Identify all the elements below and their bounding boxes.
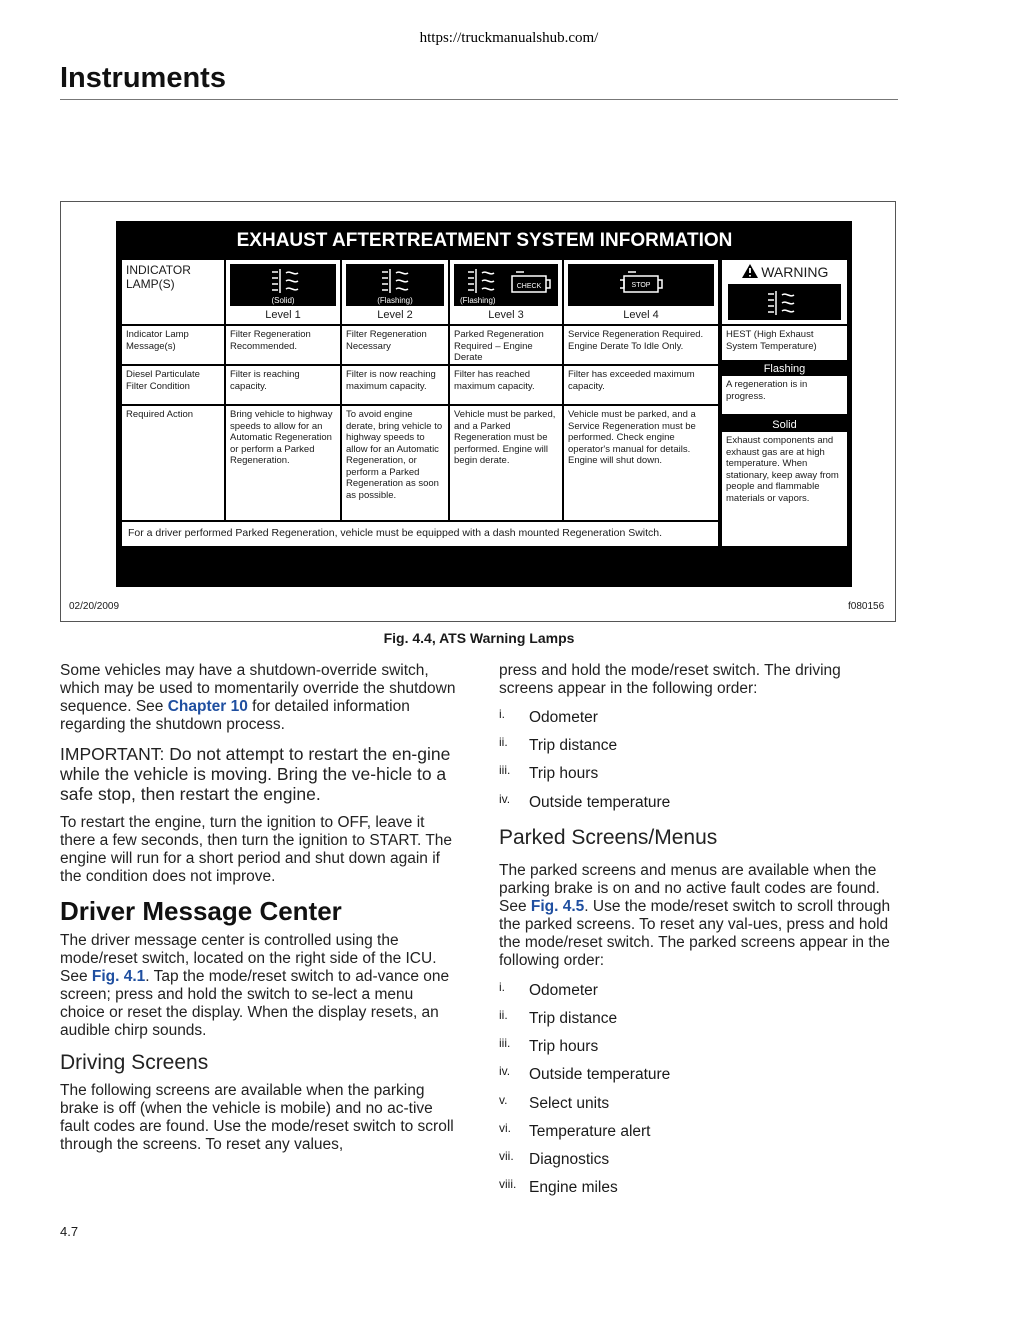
figure-footnote: For a driver performed Parked Regeneration, vehicle must be equipped with a dash mounted Regeneration Switch. [122,522,718,546]
warning-title [726,263,843,281]
check-badge: CHECK [516,283,542,290]
hest-icon [728,284,841,320]
important-note: IMPORTANT: Do not attempt to restart the en-gine while the vehicle is moving. Bring the ve-hicle to a safe stop, then restart the engine. [60,744,451,804]
dpf-lamp-level-3 [454,264,558,306]
stop-engine-icon [568,264,714,306]
dpf-and-check-engine-icon [454,264,558,298]
page-title: Instruments [60,62,226,94]
title-rule [60,99,898,100]
dpf-filter-icon [346,264,444,298]
cell-message-level-3: Parked Regeneration Required – Engine Derate [450,326,562,364]
right-column-intro [499,662,899,708]
cell-condition-level-3: Filter has reached maximum capacity. [450,366,562,404]
row-label-condition: Diesel Particulate Filter Condition [122,366,224,404]
hest-description: HEST (High Exhaust System Temperature) [722,326,847,360]
cell-action-level-2: To avoid engine derate, bring vehicle to highway speeds to allow for an Automatic Regeneration, or perform a Parked Regeneration as soon as possible. [342,406,448,520]
level-1-mode: (Solid) [271,296,295,305]
row-label-message: Indicator Lamp Message(s) [122,326,224,364]
cell-action-level-3: Vehicle must be parked, and a Parked Regeneration must be performed. Engine will begin derate. [450,406,562,520]
level-3-mode: (Flashing) [460,296,496,305]
indicator-lamps-label: INDICATOR LAMP(S) [122,260,224,324]
warning-label: WARNING [761,264,829,280]
driving-screens-paragraph: The following screens are available when the parking brake is off (when the vehicle is mobile) and no ac-tive fault codes are found. Use the mode/reset switch to scroll through the screens. To reset any values, [60,1082,454,1153]
restart-paragraph: To restart the engine, turn the ignition to OFF, leave it there a few seconds, then turn the ignition to START. The engine will run for a short period and shut down again if the condition does not improve. [60,814,453,885]
flashing-bar: Flashing [722,362,847,376]
figure-caption: Fig. 4.4, ATS Warning Lamps [383,630,575,646]
dpf-lamp-level-1 [230,264,336,306]
figure-code: f080156 [848,601,885,612]
solid-description: Exhaust components and exhaust gas are at high temperature. When stationary, keep away from people and flammable materials or vapors. [722,432,847,546]
cell-action-level-1: Bring vehicle to highway speeds to allow for an Automatic Regeneration or perform a Parked Regeneration. [226,406,340,520]
cell-action-level-4: Vehicle must be parked, and a Service Regeneration must be performed. Check engine operator's manual for details. Engine will shut down. [564,406,718,520]
row-label-action: Required Action [122,406,224,520]
stop-badge: STOP [631,282,651,289]
cell-condition-level-4: Filter has exceeded maximum capacity. [564,366,718,404]
ats-banner: EXHAUST AFTERTREATMENT SYSTEM INFORMATION [236,230,733,251]
solid-bar: Solid [722,418,847,432]
level-3-label: Level 3 [488,309,524,321]
dmc-paragraph: The driver message center is controlled using the mode/reset switch, located on the right side of the ICU. See Fig. 4.1. Tap the mode/reset switch to ad-vance one screen; press and hold the switch to se-lect a menu choice or reset the display. When the display resets, an audible chirp sounds. [60,932,450,1039]
source-url: https://truckmanualshub.com/ [419,30,599,46]
level-1-label: Level 1 [265,309,301,321]
dpf-filter-icon [230,264,336,298]
warning-header-cell [722,260,847,324]
left-column [60,662,462,1164]
dpf-lamp-level-2 [346,264,444,306]
cell-condition-level-1: Filter is reaching capacity. [226,366,340,404]
flashing-description: A regeneration is in progress. [722,376,847,414]
section-heading-driver-message-center: Driver Message Center [60,896,342,926]
page-number: 4.7 [60,1224,79,1239]
cell-message-level-4: Service Regeneration Required. Engine Derate To Idle Only. [564,326,718,364]
right-column-parked [499,862,899,980]
level-2-mode: (Flashing) [377,296,413,305]
driving-order-paragraph: press and hold the mode/reset switch. The driving screens appear in the following order: [499,662,841,697]
cell-condition-level-2: Filter is now reaching maximum capacity. [342,366,448,404]
fig-4-1-link[interactable]: Fig. 4.1 [91,968,146,985]
section-heading-driving-screens: Driving Screens [60,1051,209,1074]
figure-date: 02/20/2009 [69,601,120,612]
shutdown-override-paragraph: Some vehicles may have a shutdown-override switch, which may be used to momentarily override the shutdown sequence. See Chapter 10 for detailed information regarding the shutdown process. [60,662,456,733]
cell-message-level-1: Filter Regeneration Recommended. [226,326,340,364]
cell-message-level-2: Filter Regeneration Necessary [342,326,448,364]
level-4-label: Level 4 [623,309,659,321]
hest-lamp [728,284,841,320]
fig-4-5-link[interactable]: Fig. 4.5 [530,898,585,915]
level-2-label: Level 2 [377,309,413,321]
chapter-10-link[interactable]: Chapter 10 [167,698,248,715]
parked-screens-paragraph: The parked screens and menus are available when the parking brake is on and no active fault codes are found. See Fig. 4.5. Use the mode/reset switch to scroll through the parked screens. To reset any val-ues, press and hold the mode/reset switch. The parked screens appear in the following order: [499,862,891,969]
engine-lamp-level-4 [568,264,714,306]
warning-triangle-icon [741,263,759,279]
section-heading-parked-screens: Parked Screens/Menus [499,826,718,849]
